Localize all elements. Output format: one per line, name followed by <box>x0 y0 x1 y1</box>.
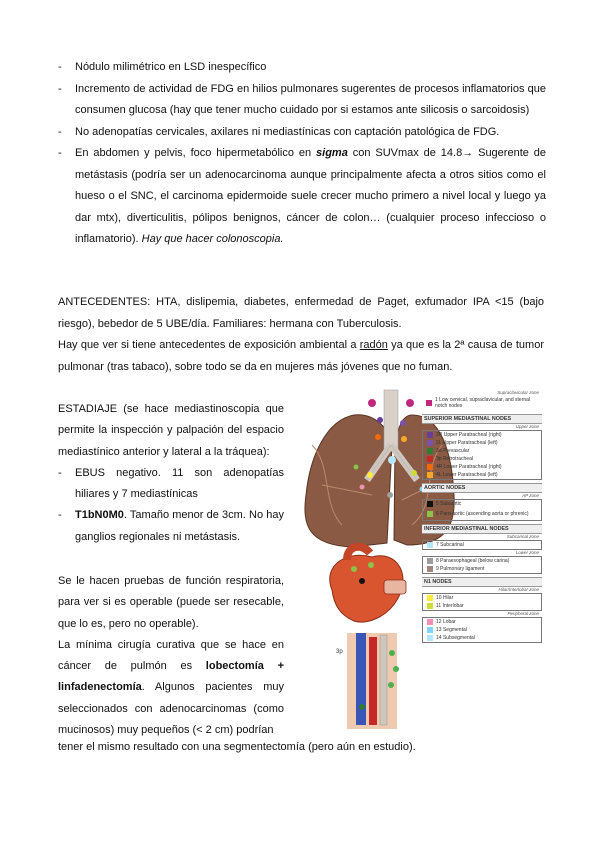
legend-label: 8 Paraesophageal (below carina) <box>436 558 510 564</box>
radon-text: ya que es la 2ª causa de tumor pulmonar (tras tabaco), sobre todo se da en mujeres más jóvenes que no fuman. <box>58 339 544 373</box>
legend-group <box>422 593 542 611</box>
legend-group <box>422 499 542 521</box>
final-paragraph: tener el mismo resultado con una segmentectomía (pero aún en estudio). <box>58 741 416 753</box>
legend-swatch <box>427 542 433 548</box>
legend-zone-label: AP zone <box>522 493 539 498</box>
legend-label: 5 Subaortic <box>436 501 462 507</box>
findings-list <box>58 57 546 251</box>
legend-label: 7 Subcarinal <box>436 542 464 548</box>
legend-zone-label: Peripheral zone <box>507 611 539 616</box>
finding-text: Incremento de actividad de FDG en hilios pulmonares sugerentes de procesos inflamatorios que consumen glucosa (hay que tener mucho cuidado por si estamos ante silicosis o sarcoidosis) <box>75 82 546 116</box>
legend-swatch <box>427 432 433 438</box>
legend-label: 13 Segmental <box>436 627 467 633</box>
legend-item <box>423 439 541 447</box>
legend-zone-label: Supraclavicular zone <box>497 390 539 395</box>
legend-swatch <box>427 440 433 446</box>
legend-swatch <box>427 595 433 601</box>
legend-label: 1 Low cervical, supraclavicular, and sternal notch nodes <box>435 397 531 409</box>
radon-term: radón <box>359 339 388 351</box>
label-3p: 3p <box>336 649 343 655</box>
finding-item <box>58 79 546 122</box>
legend-group <box>422 430 542 480</box>
legend-zone-label: Hilar/Interlobar zone <box>498 587 539 592</box>
legend-swatch <box>427 558 433 564</box>
legend-swatch <box>427 566 433 572</box>
legend-zone-label: Subcarinal zone <box>506 534 539 539</box>
finding-item <box>58 57 546 79</box>
surgery-procedure: lobectomía + linfadenectomía <box>58 660 284 694</box>
legend-label: 14 Subsegmental <box>436 635 475 641</box>
legend-swatch <box>427 501 433 507</box>
colonoscopy-note: Hay que hacer colonoscopia. <box>141 233 284 245</box>
legend-swatch <box>427 511 433 517</box>
legend-section-title: AORTIC NODES <box>422 483 542 493</box>
legend-item <box>423 565 541 573</box>
estadiaje-item <box>58 505 284 548</box>
legend-item <box>423 447 541 455</box>
legend-swatch <box>427 627 433 633</box>
legend-item <box>423 634 541 642</box>
respiratory-paragraph: Se le hacen pruebas de función respiratoria, para ver si es operable (puede ser resecable, que lo es, pero no operable). <box>58 575 284 630</box>
legend-swatch <box>426 400 432 406</box>
estadiaje-list <box>58 463 284 548</box>
legend-section-title: SUPERIOR MEDIASTINAL NODES <box>422 414 542 424</box>
finding-text: No adenopatías cervicales, axilares ni mediastínicas con captación patológica de FDG. <box>75 125 500 138</box>
legend-swatch <box>427 464 433 470</box>
estadiaje-item <box>58 463 284 506</box>
legend-item <box>423 463 541 471</box>
legend-zone-label: Upper zone <box>515 424 539 429</box>
legend-label: 12 Lobar <box>436 619 456 625</box>
legend-item <box>423 602 541 610</box>
legend-zone-label: Lower zone <box>515 550 539 555</box>
radon-paragraph <box>58 335 544 378</box>
legend-label: 4R Lower Paratracheal (right) <box>436 464 502 470</box>
legend-item <box>423 500 541 508</box>
legend-group <box>422 556 542 574</box>
sigma-term: sigma <box>316 147 348 159</box>
surgery-section <box>58 571 284 741</box>
finding-text: En abdomen y pelvis, foco hipermetabólico en <box>75 147 317 159</box>
estadiaje-text: . Tamaño menor de 3cm. No hay ganglios regionales ni metástasis. <box>75 509 284 543</box>
radon-text: Hay que ver si tiene antecedentes de exposición ambiental a <box>58 339 360 351</box>
legend-item <box>423 455 541 463</box>
finding-item <box>58 143 546 251</box>
legend-label: 3p Retrotracheal <box>436 456 473 462</box>
estadiaje-text: EBUS negativo. 11 son adenopatías hiliares y 7 mediastínicas <box>75 466 284 501</box>
legend-label: 4L Lower Paratracheal (left) <box>436 472 498 478</box>
legend-label: 2R Upper Paratracheal (right) <box>436 432 502 438</box>
surgery-paragraph <box>58 635 284 741</box>
legend-swatch <box>427 619 433 625</box>
mediastinum-illustration <box>336 633 399 729</box>
legend-item <box>423 541 541 549</box>
surgery-text: . Algunos pacientes muy seleccionados con adenocarcinomas (como mucinosos) muy pequeños (< 2 cm) podrían <box>58 681 284 737</box>
legend-item <box>423 618 541 626</box>
legend-item <box>423 508 541 520</box>
finding-item <box>58 122 546 144</box>
estadiaje-section <box>58 399 284 548</box>
legend-swatch <box>427 635 433 641</box>
heart-illustration <box>330 547 406 622</box>
antecedentes-paragraph: ANTECEDENTES: HTA, dislipemia, diabetes, enfermedad de Paget, exfumador IPA <15 (bajo riesgo), bebedor de 5 UBE/día. Familiares: hermana con Tuberculosis. <box>58 296 544 330</box>
legend-item <box>423 557 541 565</box>
legend-label: 9 Pulmonary ligament <box>436 566 485 572</box>
finding-text: Nódulo milimétrico en LSD inespecífico <box>75 61 267 73</box>
legend-group <box>422 617 542 643</box>
legend-swatch <box>427 603 433 609</box>
legend-item <box>423 471 541 479</box>
legend-label: 3a Prevascular <box>436 448 470 454</box>
legend-swatch <box>427 472 433 478</box>
lymph-node-legend <box>422 390 542 643</box>
legend-label: 10 Hilar <box>436 595 454 601</box>
surgery-text: La mínima cirugía curativa que se hace en cáncer de pulmón es <box>58 638 284 673</box>
legend-label: 2L Upper Paratracheal (left) <box>436 440 498 446</box>
legend-section-title: INFERIOR MEDIASTINAL NODES <box>422 524 542 534</box>
legend-label: 6 Para-aortic (ascending aorta or phrenic) <box>436 511 529 517</box>
legend-item <box>423 594 541 602</box>
legend-item <box>423 431 541 439</box>
legend-swatch <box>427 456 433 462</box>
estadiaje-intro: ESTADIAJE (se hace mediastinoscopia que permite la inspección y palpación del espacio mediastínico anterior y lateral a la tráquea): <box>58 403 284 458</box>
legend-item <box>423 626 541 634</box>
legend-group <box>422 540 542 550</box>
tnm-stage: T1bN0M0 <box>75 509 124 522</box>
finding-text: con SUVmax de 14.8→ Sugerente de metástasis (podría ser un adenocarcinoma aunque principalmente afecta a otros sitios como el hueso o el SNC, el carcinoma epidermoide suele crecer mucho primero a nivel local y luego ya dar mtx), diverticulitis, pólipos benignos, cáncer de colon… (cualquier proceso infeccioso o inflamatorio). <box>75 147 547 245</box>
legend-label: 11 Interlobar <box>436 603 464 609</box>
legend-item <box>422 395 542 411</box>
legend-swatch <box>427 448 433 454</box>
legend-section-title: N1 NODES <box>422 577 542 587</box>
